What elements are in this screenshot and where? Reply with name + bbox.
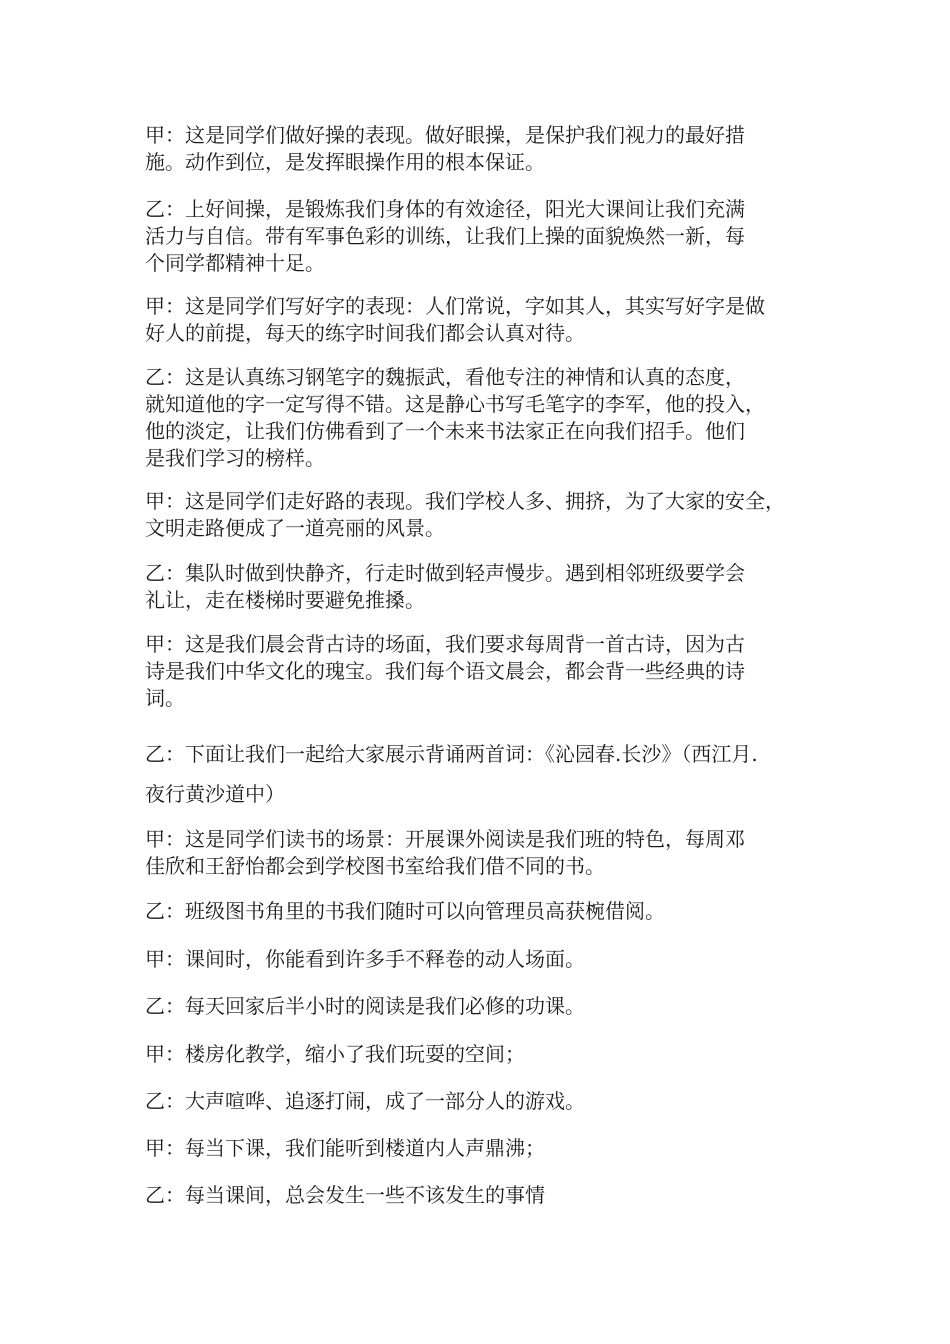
paragraph-7: 甲：这是我们晨会背古诗的场面，我们要求每周背一首古诗，因为古 诗是我们中华文化的瑰宝。我们每个语文晨会，都会背一些经典的诗 词。 [145, 632, 745, 710]
paragraph-5: 甲：这是同学们走好路的表现。我们学校人多、拥挤，为了大家的安全， 文明走路便成了一道亮丽的风景。 [145, 489, 785, 540]
paragraph-9: 甲：这是同学们读书的场景：开展课外阅读是我们班的特色，每周邓 佳欣和王舒怡都会到学校图书室给我们借不同的书。 [145, 827, 745, 878]
paragraph-3: 甲：这是同学们写好字的表现：人们常说，字如其人，其实写好字是做 好人的前提，每天的练字时间我们都会认真对待。 [145, 294, 765, 345]
paragraph-4: 乙：这是认真练习钢笔字的魏振武，看他专注的神情和认真的态度， 就知道他的字一定写得不错。这是静心书写毛笔字的李军，他的投入， 他的淡定，让我们仿佛看到了一个未来书法家正在向我们招手。他们 是我们学习的榜样。 [145, 365, 765, 470]
paragraph-1: 甲：这是同学们做好操的表现。做好眼操，是保护我们视力的最好措 施。动作到位，是发挥眼操作用的根本保证。 [145, 123, 745, 174]
paragraph-14: 乙：大声喧哗、追逐打闹，成了一部分人的游戏。 [145, 1089, 585, 1113]
paragraph-15: 甲：每当下课，我们能听到楼道内人声鼎沸； [145, 1136, 545, 1160]
paragraph-12: 乙：每天回家后半小时的阅读是我们必修的功课。 [145, 994, 585, 1018]
paragraph-10: 乙：班级图书角里的书我们随时可以向管理员高获椀借阅。 [145, 899, 665, 923]
paragraph-13: 甲：楼房化教学，缩小了我们玩耍的空间； [145, 1042, 525, 1066]
paragraph-2: 乙：上好间操，是锻炼我们身体的有效途径，阳光大课间让我们充满 活力与自信。带有军事色彩的训练，让我们上操的面貌焕然一新，每 个同学都精神十足。 [145, 197, 745, 275]
paragraph-16: 乙：每当课间，总会发生一些不该发生的事情 [145, 1183, 545, 1207]
paragraph-8: 乙：下面让我们一起给大家展示背诵两首词：《沁园春.长沙》（西江月. 夜行黄沙道中） [145, 742, 758, 806]
paragraph-6: 乙：集队时做到快静齐，行走时做到轻声慢步。遇到相邻班级要学会 礼让，走在楼梯时要避免推搡。 [145, 561, 745, 612]
paragraph-11: 甲：课间时，你能看到许多手不释卷的动人场面。 [145, 947, 585, 971]
